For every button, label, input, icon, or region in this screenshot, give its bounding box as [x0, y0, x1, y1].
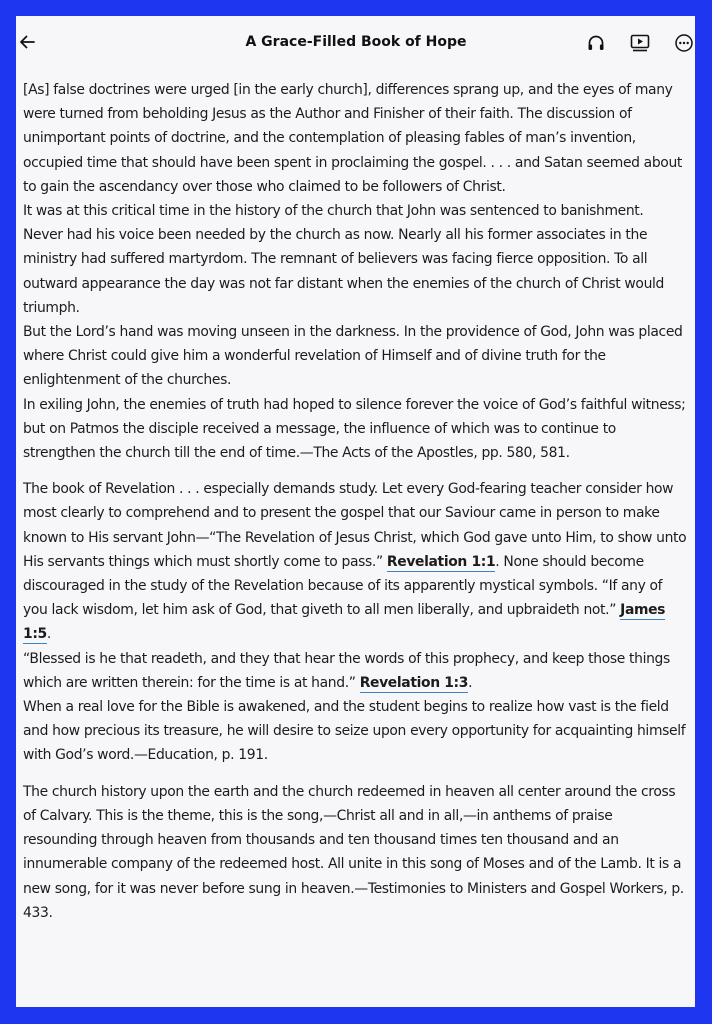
paragraph: But the Lord’s hand was moving unseen in the darkness. In the providence of God, John was placed where Christ could give him a wonderful revelation of Himself and of divine truth for the enlightenment of the churches.	[23, 324, 683, 389]
section-spacer	[23, 768, 687, 780]
headphones-icon	[586, 33, 606, 53]
text-span: The book of Revelation . . . especially demands study. Let every God-fearing teacher consider how most clearly to comprehend and to present the gospel that our Saviour came in person to make known to His servant John—“The Revelation of Jesus Christ, which God gave unto Him, to show unto His servants things which must shortly come to pass.”	[23, 481, 687, 570]
video-button[interactable]	[629, 32, 651, 54]
scripture-link-revelation-1-1[interactable]: Revelation 1:1	[386, 553, 496, 570]
more-options-icon	[674, 33, 694, 53]
listen-button[interactable]	[585, 32, 607, 54]
back-button[interactable]	[16, 30, 38, 54]
text-span: . None should become discouraged in the study of the Revelation because of its apparently mystical symbols. “If any of you lack wisdom, let him ask of God, that giveth to all men liberally, and upbraideth not.”	[23, 553, 663, 619]
paragraph: In exiling John, the enemies of truth had hoped to silence forever the voice of God’s faithful witness; but on Patmos the disciple received a message, the influence of which was to continue to strengthen the church till the end of time.—The Acts of the Apostles, pp. 580, 581.	[23, 396, 686, 462]
more-options-button[interactable]	[673, 32, 695, 54]
paragraph	[23, 477, 687, 646]
scripture-link-revelation-1-3[interactable]: Revelation 1:3	[359, 674, 469, 691]
text-span: .	[46, 626, 51, 643]
paragraph: It was at this critical time in the history of the church that John was sentenced to banishment. Never had his voice been needed by the church as now. Nearly all his former associates in the ministry had suffered martyrdom. The remnant of believers was facing fierce opposition. To all outward appearance the day was not far distant when the enemies of the church of Christ would triumph.	[23, 203, 664, 316]
top-bar	[16, 16, 695, 66]
play-video-icon	[630, 33, 650, 53]
paragraph: When a real love for the Bible is awakened, and the student begins to realize how vast is the field and how precious its treasure, he will desire to seize upon every opportunity for acquainting himself with God’s word.—Education, p. 191.	[23, 699, 686, 764]
paragraph: The church history upon the earth and the church redeemed in heaven all center around the cross of Calvary. This is the theme, this is the song,—Christ all and in all,—in anthems of praise resounding through heaven from thousands and ten thousand times ten thousand and an innumerable company of the redeemed host. All unite in this song of Moses and of the Lamb. It is a new song, for it was never before sung in heaven.—Testimonies to Ministers and Gospel Workers, p. 433.	[23, 783, 684, 921]
back-arrow-icon	[19, 34, 35, 50]
reading-content	[23, 78, 687, 925]
section-spacer	[23, 465, 687, 477]
paragraph	[23, 647, 687, 695]
text-span: .	[468, 674, 473, 691]
text-span: “Blessed is he that readeth, and they that hear the words of this prophecy, and keep those things which are written therein: for the time is at hand.”	[23, 650, 670, 691]
scripture-link-james-1-5[interactable]: James 1:5	[23, 602, 666, 643]
paragraph: [As] false doctrines were urged [in the early church], differences sprang up, and the eyes of many were turned from beholding Jesus as the Author and Finisher of their faith. The discussion of unimportant points of doctrine, and the contemplation of pleasing fables of man’s invention, occupied time that should have been spent in proclaiming the gospel. . . . and Satan seemed about to gain the ascendancy over those who claimed to be followers of Christ.	[23, 82, 683, 195]
reader-window	[16, 16, 695, 1007]
page-title: A Grace-Filled Book of Hope	[245, 34, 467, 50]
